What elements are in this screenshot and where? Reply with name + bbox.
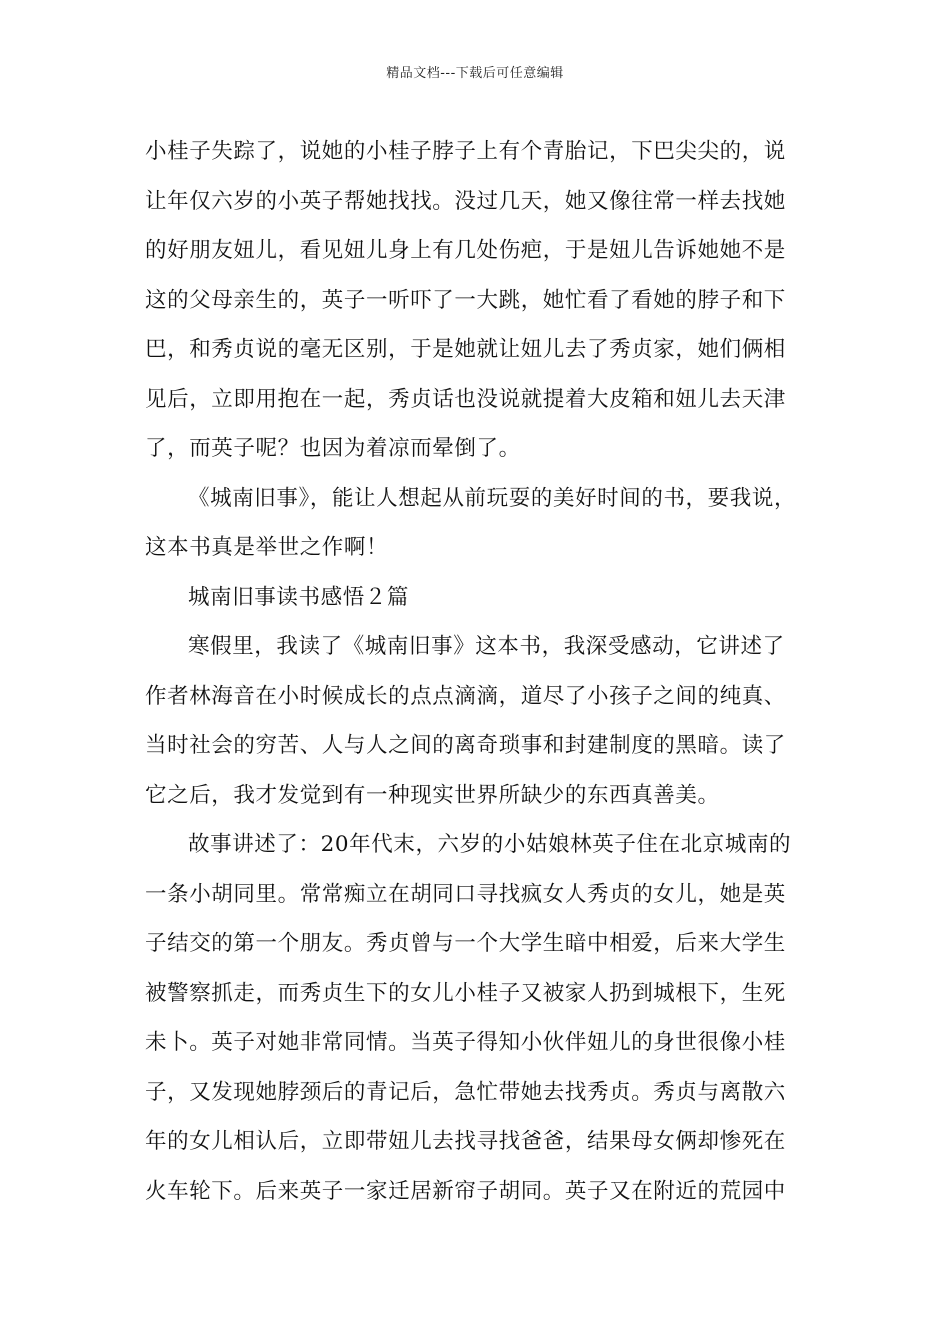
text-line: 寒假里，我读了《城南旧事》这本书，我深受感动，它讲述了 — [188, 634, 785, 659]
text-line: 见后，立即用抱在一起，秀贞话也没说就提着大皮箱和妞儿去天津 — [145, 386, 786, 412]
text-line: 这的父母亲生的，英子一听吓了一大跳，她忙看了看她的脖子和下 — [145, 287, 786, 313]
text-line: 被警察抓走，而秀贞生下的女儿小桂子又被家人扔到城根下，生死 — [145, 980, 786, 1006]
text-line: 子结交的第一个朋友。秀贞曾与一个大学生暗中相爱，后来大学生 — [145, 931, 786, 956]
body-text — [145, 127, 810, 1216]
text-line: 故事讲述了：20年代末，六岁的小姑娘林英子住在北京城南的 — [188, 832, 792, 857]
text-line: 让年仅六岁的小英子帮她找找。没过几天，她又像往常一样去找她 — [145, 188, 786, 214]
text-line: 小桂子失踪了，说她的小桂子脖子上有个青胎记，下巴尖尖的，说 — [145, 139, 786, 164]
text-line: 巴，和秀贞说的毫无区别，于是她就让妞儿去了秀贞家，她们俩相 — [145, 337, 786, 362]
text-line: 一条小胡同里。常常痴立在胡同口寻找疯女人秀贞的女儿，她是英 — [145, 881, 786, 907]
text-line: 火车轮下。后来英子一家迁居新帘子胡同。英子又在附近的荒园中 — [145, 1178, 786, 1204]
text-line: 当时社会的穷苦、人与人之间的离奇琐事和封建制度的黑暗。读了 — [145, 733, 786, 758]
text-line: 作者林海音在小时候成长的点点滴滴，道尽了小孩子之间的纯真、 — [145, 683, 786, 709]
page-header: 精品文档---下载后可任意编辑 — [386, 66, 564, 81]
section-heading: 城南旧事读书感悟２篇 — [188, 584, 410, 610]
text-line: 《城南旧事》，能让人想起从前玩耍的美好时间的书，要我说， — [188, 485, 797, 511]
text-line: 年的女儿相认后，立即带妞儿去找寻找爸爸，结果母女俩却惨死在 — [145, 1129, 786, 1154]
text-line: 了，而英子呢？也因为着凉而晕倒了。 — [145, 436, 521, 461]
text-line: 它之后，我才发觉到有一种现实世界所缺少的东西真善美。 — [145, 782, 720, 808]
text-line: 未卜。英子对她非常同情。当英子得知小伙伴妞儿的身世很像小桂 — [145, 1030, 786, 1055]
text-line: 的好朋友妞儿，看见妞儿身上有几处伤疤，于是妞儿告诉她她不是 — [145, 238, 786, 263]
text-line: 子，又发现她脖颈后的青记后，急忙带她去找秀贞。秀贞与离散六 — [145, 1079, 786, 1105]
text-line: 这本书真是举世之作啊！ — [145, 535, 389, 560]
